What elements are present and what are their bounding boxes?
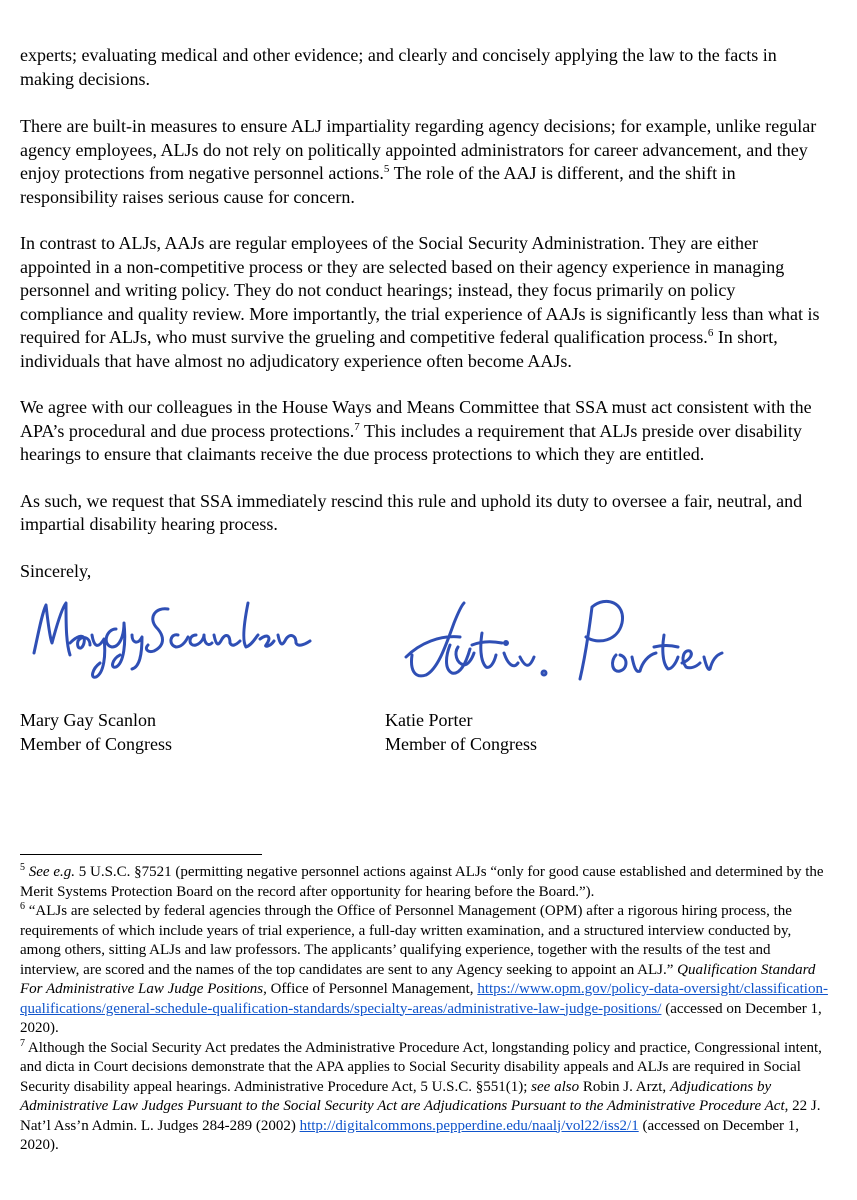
signer-1-name: Mary Gay Scanlon: [20, 710, 156, 730]
footnote-5: $^5$ See e.g. 5 U.S.C. §7521 (permitting negative personnel actions against ALJs “only for good cause established and determined by the Merit Systems Protection Board on the record after opportunity for hearing before the Board.”).: [20, 862, 824, 900]
opm-link[interactable]: https://www.opm.gov/policy-data-oversight/classification-qualifications/general-schedule-qualification-standards/specialty-areas/administrative-law-judge-positions/: [20, 981, 828, 1017]
pepperdine-link[interactable]: http://digitalcommons.pepperdine.edu/naalj/vol22/iss2/1: [299, 1117, 639, 1134]
footnote-ref-5[interactable]: 5: [383, 163, 390, 175]
paragraph-5: As such, we request that SSA immediately rescind this rule and uphold its duty to oversee a fair, neutral, and impartial disability hearing process.: [20, 490, 803, 534]
footnote-7: $^7$ Although the Social Security Act predates the Administrative Procedure Act, longstanding policy and practice, Congressional intent, and dicta in Court decisions demonstrate that the APA applies to Social Security disability appeals and ALJs are required in Social Security disability appeal hearings. Administrative Procedure Act, 5 U.S.C. §551(1); see also Robin J. Arzt, Adjudications by Administrative Law Judges Pursuant to the Social Security Act are Adjudications Pursuant to the Administrative Procedure Act, 22 J. Nat’l Ass’n Admin. L. Judges 284-289 (2002) http://digitalcommons.pepperdine.edu/naalj/vol22/iss2/1 (accessed on December 1, 2020).: [20, 1037, 822, 1153]
footnote-6: $^6$ “ALJs are selected by federal agencies through the Office of Personnel Management (OPM) after a rigorous hiring process, the requirements of which include years of trial experience, a full-day written examination, and a structured interview conducted by, among others, sitting ALJs and law professors. The applicants’ qualifying experience, together with the results of the test and interview, are scored and the names of the top candidates are sent to any Agency seeking to appoint an ALJ.” Qualification Standard For Administrative Law Judge Positions, Office of Personnel Management, https://www.opm.gov/policy-data-oversight/classification-qualifications/general-schedule-qualification-standards/specialty-areas/administrative-law-judge-positions/ (accessed on December 1, 2020).: [20, 901, 828, 1036]
paragraph-1: experts; evaluating medical and other evidence; and clearly and concisely applying the law to the facts in making decisions.: [20, 45, 777, 89]
signature-mary-gay-scanlon: [34, 603, 310, 677]
footnote-ref-7[interactable]: 7: [354, 420, 360, 433]
paragraph-2: There are built-in measures to ensure ALJ impartiality regarding agency decisions; for example, unlike regular agency employees, ALJs do not rely on politically appointed administrators for career advancement, and they enjoy protections from negative personnel actions.$^5$ The role of the AAJ is different, and the shift in responsibility raises serious cause for concern.: [20, 116, 817, 207]
signature-katie-porter: [406, 601, 722, 679]
signature-block: [20, 583, 820, 763]
closing: Sincerely,: [20, 560, 92, 581]
paragraph-4: We agree with our colleagues in the House Ways and Means Committee that SSA must act consistent with the APA’s procedural and due process protections.$^7$ This includes a requirement that ALJs preside over disability hearings to ensure that claimants receive the due process protections to which they are entitled.: [20, 397, 812, 464]
signer-1-title: Member of Congress: [20, 734, 172, 754]
footnote-ref-6[interactable]: 6: [707, 327, 714, 339]
footnotes: [20, 863, 832, 1156]
letter-body: [20, 44, 820, 763]
signer-2-title: Member of Congress: [385, 734, 537, 754]
paragraph-3: In contrast to ALJs, AAJs are regular employees of the Social Security Administration. They are either appointed in a non-competitive process or they are selected based on their agency experience in managing personnel and writing policy. They do not conduct hearings; instead, they focus primarily on policy compliance and quality review. More importantly, the trial experience of AAJs is significantly less than what is required for ALJs, who must survive the grueling and competitive federal qualification process.$^6$ In short, individuals that have almost no adjudicatory experience often become AAJs.: [20, 233, 820, 371]
footnote-separator: [20, 854, 262, 855]
signer-2-name: Katie Porter: [385, 710, 473, 730]
